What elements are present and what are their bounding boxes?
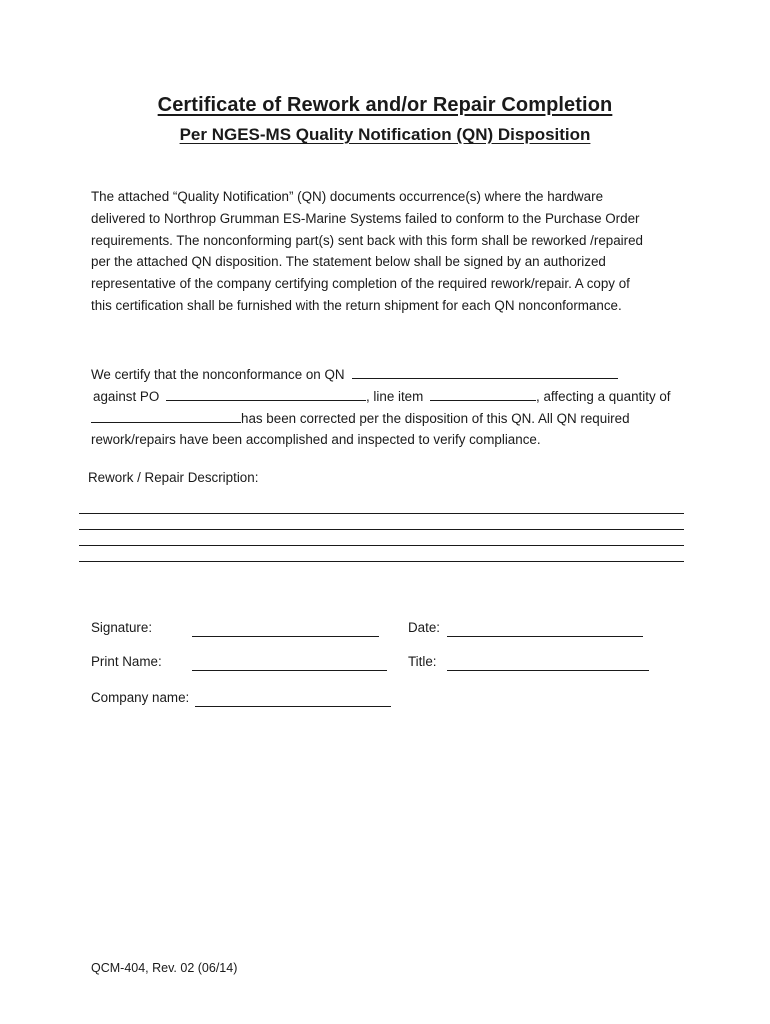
form-identifier: QCM-404, Rev. 02 (06/14) [91,961,238,975]
intro-line: The attached “Quality Notification” (QN) documents occurrence(s) where the hardware [91,189,604,204]
signature-field[interactable] [192,636,379,637]
print-name-label: Print Name: [91,654,162,669]
certification-line-compliance [91,429,691,451]
date-field[interactable] [447,636,643,637]
certification-line-po [91,386,691,408]
rework-description-label: Rework / Repair Description: [88,470,259,485]
title-field[interactable] [447,670,649,671]
corrected-text: has been corrected per the disposition of this QN. All QN required [241,410,630,426]
intro-paragraph [91,186,691,317]
intro-line: delivered to Northrop Grumman ES-Marine Systems failed to conform to the Purchase Order [91,210,640,226]
date-label: Date: [408,620,441,635]
line-item-label: , line item [365,388,424,404]
intro-line: representative of the company certifying completion of the required rework/repair. A copy of [91,276,630,292]
document-title: Certificate of Rework and/or Repair Completion [157,94,613,116]
intro-line: requirements. The nonconforming part(s) sent back with this form shall be reworked /repaired [91,232,643,248]
certification-line-qn [91,364,691,386]
print-name-field[interactable] [192,670,387,671]
intro-line: per the attached QN disposition. The statement below shall be signed by an authorized [91,254,606,270]
quantity-field[interactable] [91,408,241,423]
rework-description-line-3[interactable] [79,545,684,546]
line-item-field[interactable] [430,386,536,401]
company-name-label: Company name: [91,690,190,705]
rework-description-line-2[interactable] [79,529,684,530]
intro-line: this certification shall be furnished with the return shipment for each QN nonconformance. [91,297,622,313]
qn-number-field[interactable] [352,364,618,379]
company-name-field[interactable] [195,706,391,707]
rework-description-line-4[interactable] [79,561,684,562]
signature-label: Signature: [91,620,153,635]
title-label: Title: [408,654,437,669]
compliance-text: rework/repairs have been accomplished and inspected to verify compliance. [91,432,541,448]
certification-statement [91,364,691,451]
certification-line-quantity [91,408,691,430]
po-label: against PO [93,388,160,404]
rework-description-line-1[interactable] [79,513,684,514]
po-number-field[interactable] [166,386,366,401]
quantity-label: , affecting a quantity of [536,388,671,404]
qn-label: We certify that the nonconformance on QN [91,367,345,382]
document-subtitle: Per NGES-MS Quality Notification (QN) Disposition [179,125,591,144]
